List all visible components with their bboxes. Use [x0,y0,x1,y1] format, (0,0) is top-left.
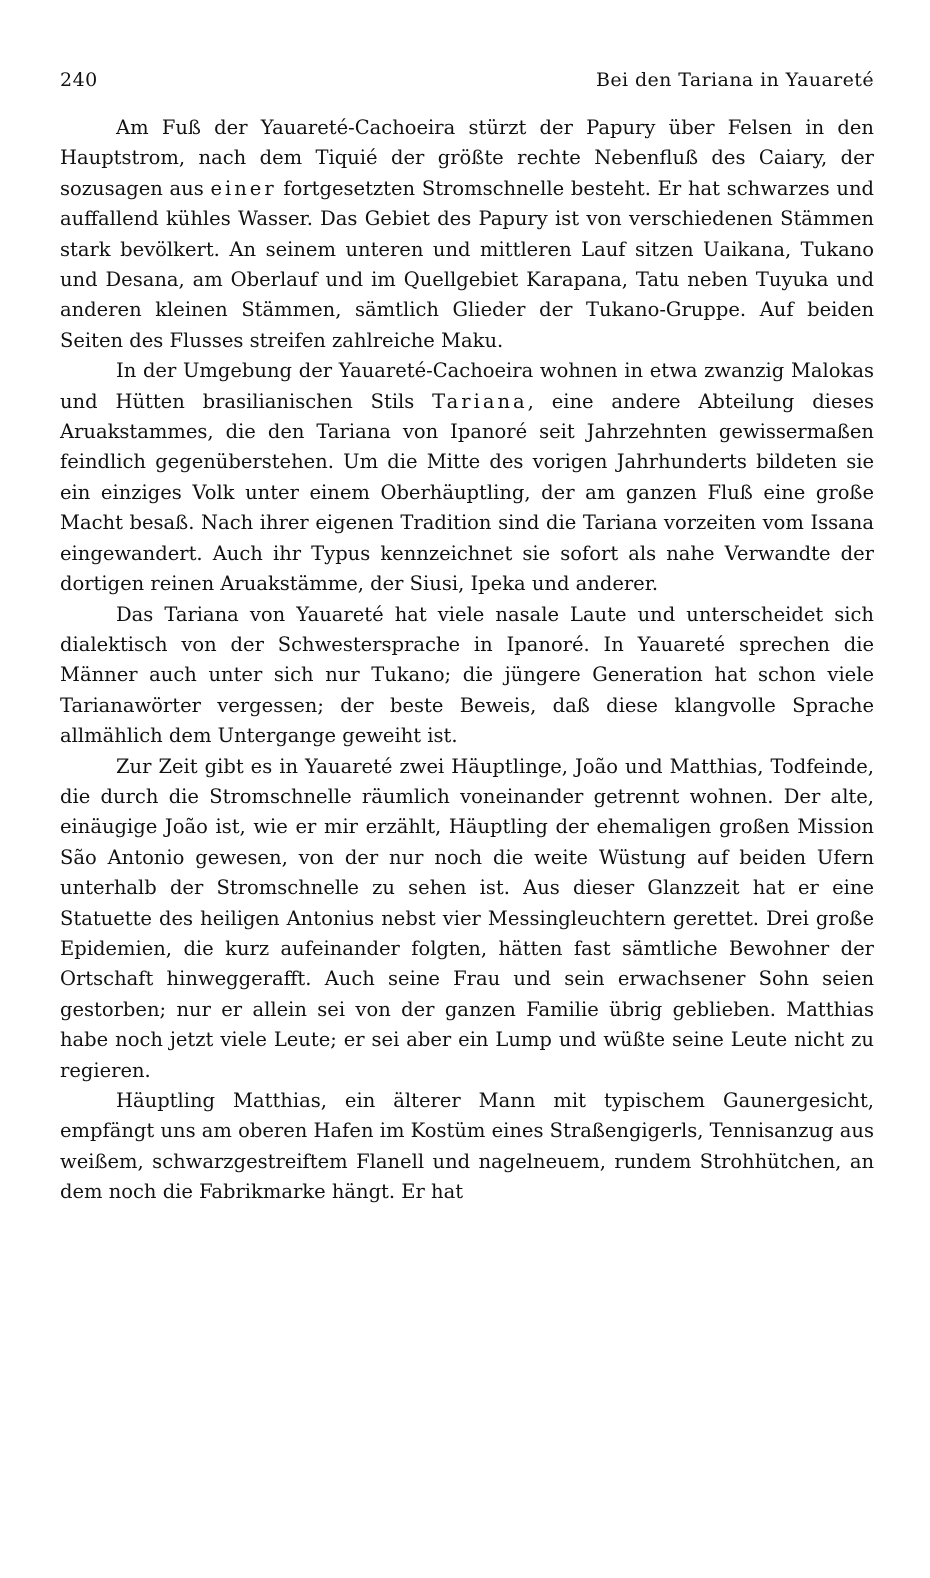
page-number: 240 [60,69,98,91]
paragraph-text: , eine andere Abteilung dieses Aruakstammes, die den Tariana von Ipanoré seit Jahrzehnten gewissermaßen feindlich gegenüberstehen. Um die Mitte des vorigen Jahrhunderts bildeten sie ein einziges Volk unter einem Oberhäuptling, der am ganzen Fluß eine große Macht besaß. Nach ihrer eigenen Tradition sind die Tariana vorzeiten vom Issana eingewandert. Auch ihr Typus kennzeichnet sie sofort als nahe Verwandte der dortigen reinen Aruakstämme, der Siusi, Ipeka und anderer. [60,389,875,596]
paragraph-text: fortgesetzten Stromschnelle besteht. Er hat schwarzes und auffallend kühles Wasser. Das Gebiet des Papury ist von verschiedenen Stämmen stark bevölkert. An seinem unteren und mittleren Lauf sitzen Uaikana, Tukano und Desana, am Oberlauf und im Quellgebiet Karapana, Tatu neben Tuyuka und anderen kleinen Stämmen, sämtlich Glieder der Tukano-Gruppe. Auf beiden Seiten des Flusses streifen zahlreiche Maku. [60,176,874,352]
spaced-emphasis: einer [210,176,277,200]
paragraph-papury [60,113,874,356]
paragraph-matthias: Häuptling Matthias, ein älterer Mann mit typischem Gaunergesicht, empfängt uns am oberen Hafen im Kostüm eines Straßengigerls, Tennisanzug aus weißem, schwarzgestreiftem Flanell und nagelneuem, rundem Strohhütchen, an dem noch die Fabrikmarke hängt. Er hat [60,1089,874,1204]
book-page [60,60,874,1520]
paragraph-chiefs: Zur Zeit gibt es in Yauareté zwei Häuptlinge, João und Matthias, Todfeinde, die durch die Stromschnelle räumlich voneinander getrennt wohnen. Der alte, einäugige João ist, wie er mir erzählt, Häuptling der ehemaligen großen Mission São Antonio gewesen, von der nur noch die weite Wüstung auf beiden Ufern unterhalb der Stromschnelle zu sehen ist. Aus dieser Glanzzeit hat er eine Statuette des heiligen Antonius nebst vier Messingleuchtern gerettet. Drei große Epidemien, die kurz aufeinander folgten, hätten fast sämtliche Bewohner der Ortschaft hinweggerafft. Auch seine Frau und sein erwachsener Sohn seien gestorben; nur er allein sei von der ganzen Familie übrig geblieben. Matthias habe noch jetzt viele Leute; er sei aber ein Lump und wüßte seine Leute nicht zu regieren. [60,754,874,1082]
paragraph-tariana-settlement [60,356,874,599]
spaced-emphasis: Tariana [432,389,528,413]
paragraph-tariana-language: Das Tariana von Yauareté hat viele nasale Laute und unterscheidet sich dialektisch von der Schwestersprache in Ipanoré. In Yauareté sprechen die Männer auch unter sich nur Tukano; die jüngere Generation hat schon viele Tarianawörter vergessen; der beste Beweis, daß diese klangvolle Sprache allmählich dem Untergange geweiht ist. [60,602,874,748]
paragraph-text: In der Umgebung der Yauareté-Cachoeira wohnen in etwa zwanzig Malokas und Hütten brasilianischen Stils [60,359,874,413]
paragraph-text: Am Fuß der Yauareté-Cachoeira stürzt der Papury über Felsen in den Hauptstrom, nach dem Tiquié der größte rechte Nebenfluß des Caiary, der sozusagen aus [60,116,874,200]
running-head [60,60,874,100]
running-title: Bei den Tariana in Yauareté [596,69,874,91]
body-text [60,113,874,1208]
